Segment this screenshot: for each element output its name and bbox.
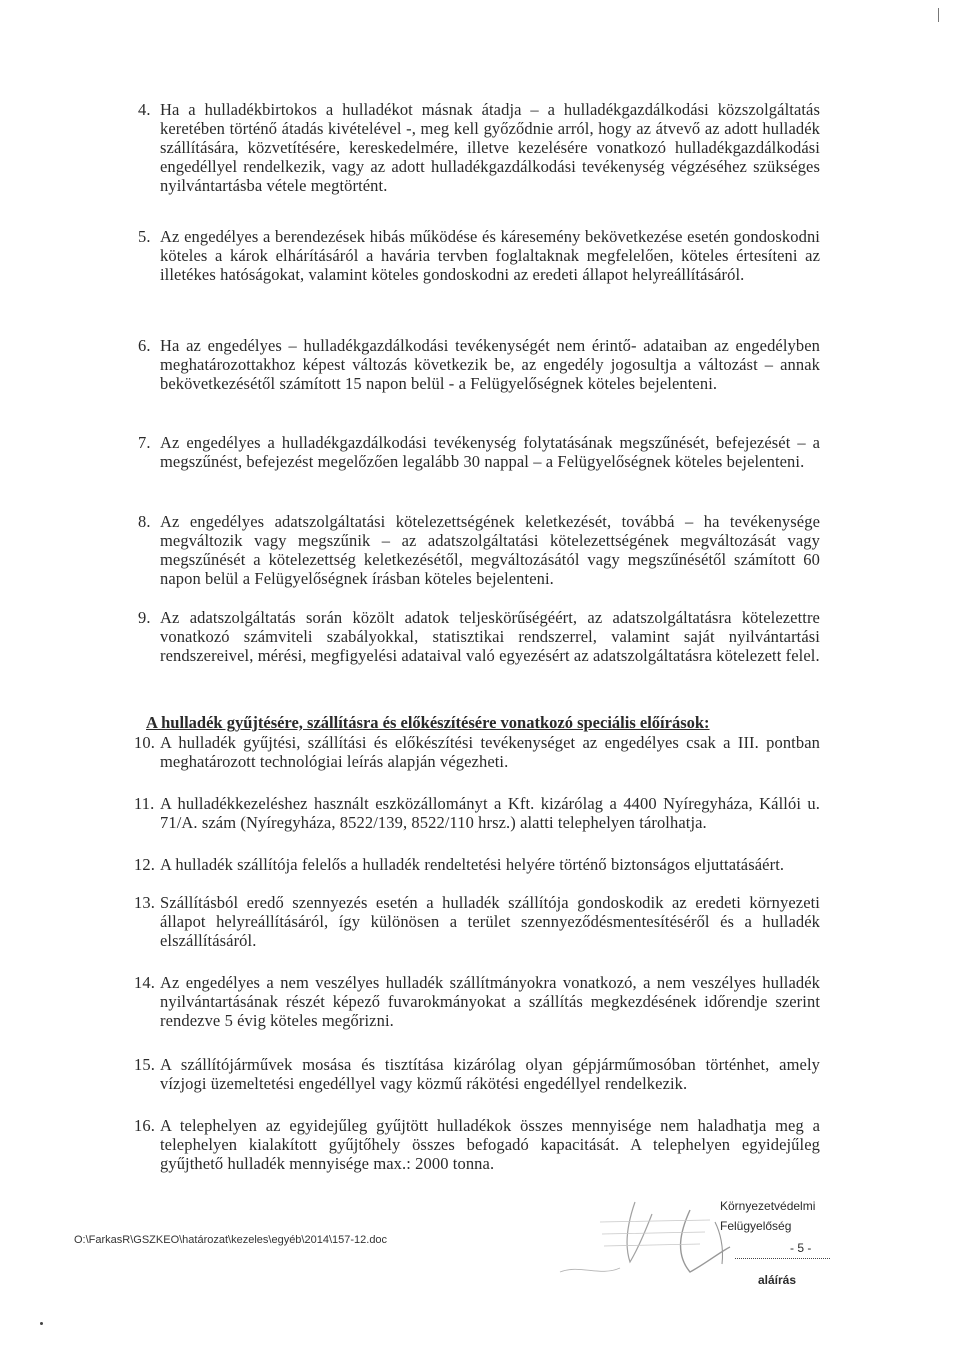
paragraph-text: Ha az engedélyes – hulladékgazdálkodási tevékenységét nem érintő- adataiban az engedélyben meghatározottakhoz képest változás következik be, az engedély jogosultja a változást – annak bekövetkezésétől számított 15 napon belül - a Felügyelőségnek köteles bejelenteni.: [160, 336, 820, 393]
file-path: O:\FarkasR\GSZKEO\határozat\kezeles\egyéb\2014\157-12.doc: [74, 1234, 388, 1246]
paragraph-15: [134, 1055, 820, 1093]
paragraph-number: 9.: [138, 608, 151, 627]
authority-line-2: Felügyelőség: [720, 1219, 792, 1233]
paragraph-text: A hulladékkezeléshez használt eszközállományt a Kft. kizárólag a 4400 Nyíregyháza, Kállói u. 71/A. szám (Nyíregyháza, 8522/139, 8522/110 hrsz.) alatti telephelyen tárolhatja.: [160, 794, 820, 832]
paragraph-text: Az engedélyes a nem veszélyes hulladék szállítmányokra vonatkozó, a nem veszélyes hulladék nyilvántartásának részét képező fuvarokmányokat a szállítás megkezdésének időrendje szerint rendezve 5 évig köteles megőrizni.: [160, 973, 820, 1030]
paragraph-text: Ha a hulladékbirtokos a hulladékot másnak átadja – a hulladékgazdálkodási közszolgáltatás keretében történő átadás kivételével -, meg kell győződnie arról, hogy az átvevő az adott hulladék szállítására, közvetítésére, kereskedelmére, illetve kezelésére vonatkozó hulladékgazdálkodási engedéllyel rendelkezik, vagy az adott hulladékgazdálkodási tevékenység végzéséhez szükséges nyilvántartásba vétele megtörtént.: [160, 100, 820, 195]
paragraph-text: Szállításból eredő szennyezés esetén a hulladék szállítója gondoskodik az eredeti környezeti állapot helyreállításáról, így különösen a terület szennyeződésmentesítéséről és a hulladék elszállításáról.: [160, 893, 820, 950]
paragraph-number: 15.: [134, 1055, 155, 1074]
paragraph-text: Az adatszolgáltatás során közölt adatok teljeskörűségéért, az adatszolgáltatásra kötelezettre vonatkozó számviteli szabályokkal, statisztikai rendszerrel, valamint saját nyilvántartási rendszereivel, mérési, megfigyelési adataival való egyezésért az adatszolgáltatásra kötelezett felel.: [160, 608, 820, 665]
paragraph-6: [138, 336, 820, 393]
paragraph-11: [134, 794, 820, 832]
paragraph-number: 12.: [134, 855, 155, 874]
paragraph-16: [134, 1116, 820, 1173]
signature-label: aláírás: [758, 1273, 797, 1287]
authority-name: [720, 1196, 815, 1236]
paragraph-text: Az engedélyes a berendezések hibás működése és káresemény bekövetkezése esetén gondoskodni köteles a károk elhárításáról a havária tervben foglaltaknak megfelelően, köteles értesíteni az illetékes hatóságokat, valamint köteles gondoskodni az eredeti állapot helyreállításáról.: [160, 227, 820, 284]
paragraph-text: Az engedélyes a hulladékgazdálkodási tevékenység folytatásának megszűnését, befejezését – a megszűnést, befejezést megelőzően legalább 30 nappal – a Felügyelőségnek köteles bejelenteni.: [160, 433, 820, 471]
paragraph-number: 16.: [134, 1116, 155, 1135]
paragraph-number: 13.: [134, 893, 155, 912]
paragraph-9: [138, 608, 820, 665]
paragraph-4: [138, 100, 820, 195]
paragraph-text: Az engedélyes adatszolgáltatási kötelezettségének keletkezését, továbbá – ha tevékenysége megváltozik vagy megszűnik – az adatszolgáltatási kötelezettségének megváltozását vagy megszűnését a kötelezettség keletkezésétől, megváltozásától vagy megszűnésétől számított 60 napon belül a Felügyelőségnek írásban köteles bejelenteni.: [160, 512, 820, 588]
paragraph-text: A telephelyen az egyidejűleg gyűjtött hulladékok összes mennyisége nem haladhatja meg a telephelyen kialakított gyűjtőhely összes befogadó kapacitását. A telephelyen egyidejűleg gyűjthető hulladék mennyisége max.: 2000 tonna.: [160, 1116, 820, 1173]
corner-mark: [938, 8, 939, 22]
speck-mark: [40, 1322, 43, 1325]
paragraph-number: 7.: [138, 433, 151, 452]
paragraph-10: [134, 733, 820, 771]
authority-line-1: Környezetvédelmi: [720, 1199, 816, 1213]
paragraph-text: A szállítójárművek mosása és tisztítása kizárólag olyan gépjárműmosóban történhet, amely vízjogi üzemeltetési engedéllyel vagy közmű rákötési engedéllyel rendelkezik.: [160, 1055, 820, 1093]
paragraph-number: 4.: [138, 100, 151, 119]
paragraph-number: 14.: [134, 973, 155, 992]
signature-line: [735, 1258, 830, 1259]
paragraph-number: 10.: [134, 733, 155, 752]
page-number: - 5 -: [790, 1241, 812, 1255]
paragraph-8: [138, 512, 820, 588]
paragraph-text: A hulladék gyűjtési, szállítási és előkészítési tevékenységet az engedélyes csak a III. pontban meghatározott technológiai leírás alapján végezheti.: [160, 733, 820, 771]
paragraph-7: [138, 433, 820, 471]
paragraph-13: [134, 893, 820, 950]
paragraph-number: 6.: [138, 336, 151, 355]
section-heading: A hulladék gyűjtésére, szállításra és előkészítésére vonatkozó speciális előírások:: [146, 713, 710, 732]
paragraph-number: 5.: [138, 227, 151, 246]
paragraph-12: [134, 855, 820, 874]
paragraph-text: A hulladék szállítója felelős a hulladék rendeltetési helyére történő biztonságos eljuttatásáért.: [160, 855, 785, 874]
paragraph-14: [134, 973, 820, 1030]
paragraph-number: 8.: [138, 512, 151, 531]
paragraph-number: 11.: [134, 794, 155, 813]
paragraph-5: [138, 227, 820, 284]
